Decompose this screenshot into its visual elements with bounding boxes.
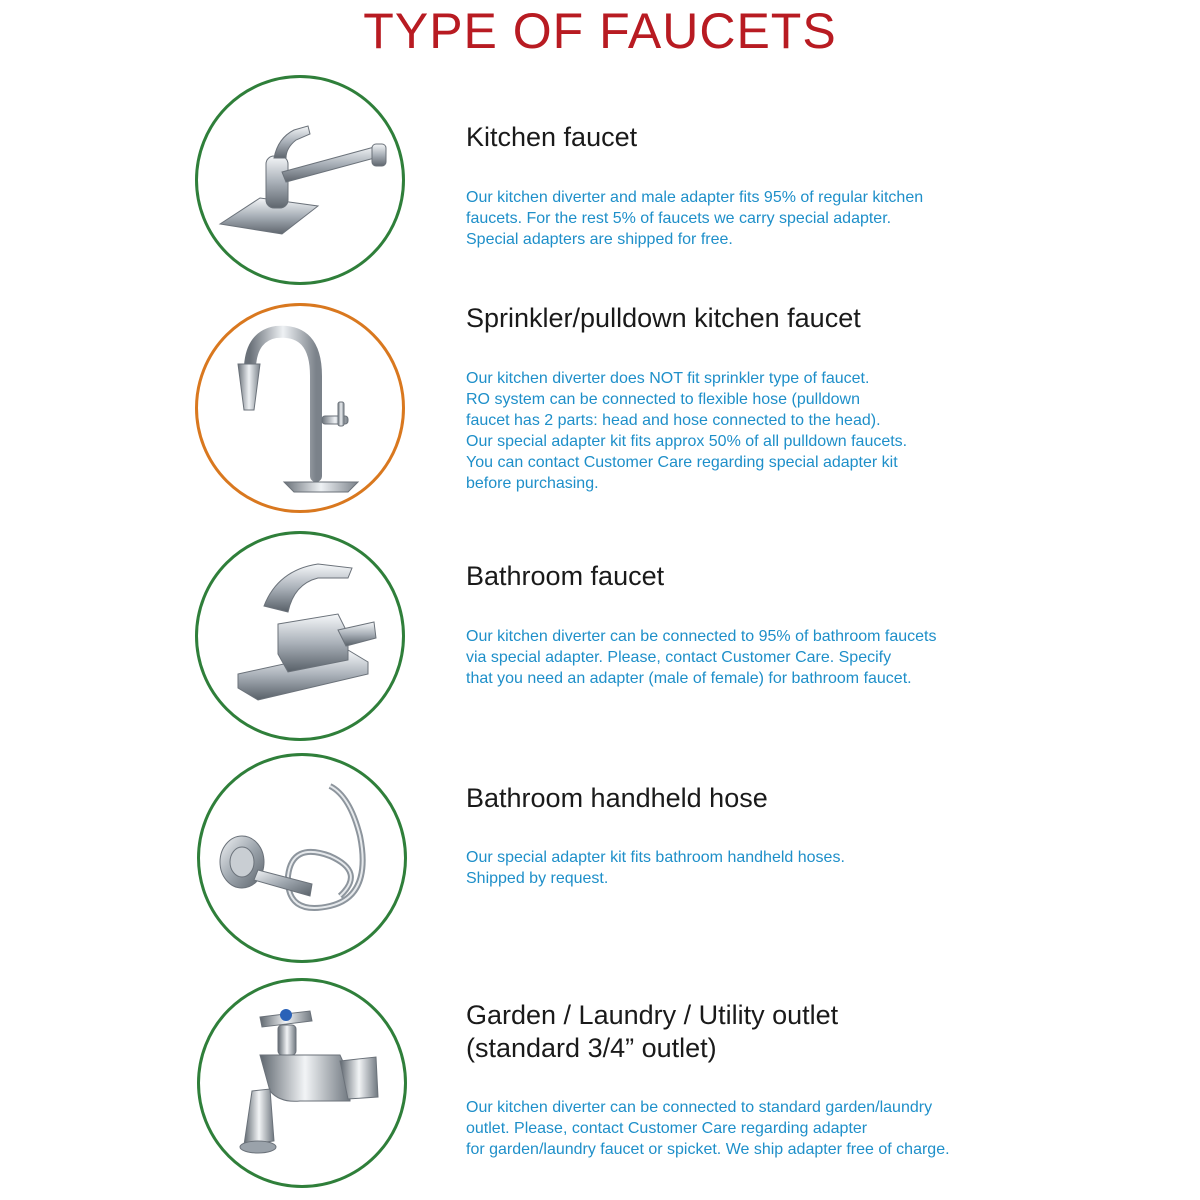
faucet-image-circle	[197, 753, 407, 963]
faucet-image-circle	[195, 303, 405, 513]
faucet-title: Bathroom handheld hose	[466, 783, 768, 813]
bathroom-faucet-icon	[198, 534, 402, 738]
utility-outlet-icon	[200, 981, 404, 1185]
faucet-title: Bathroom faucet	[466, 561, 665, 591]
faucet-image-circle	[195, 75, 405, 285]
faucet-description: Our kitchen diverter and male adapter fits 95% of regular kitchen faucets. For the rest 5% of faucets we carry special adapter. Special adapters are shipped for free.	[466, 189, 924, 248]
faucet-title: Garden / Laundry / Utility outlet (standard 3/4” outlet)	[466, 1000, 839, 1063]
faucet-title: Kitchen faucet	[466, 122, 638, 152]
handheld-hose-icon	[200, 756, 404, 960]
faucet-image-circle	[197, 978, 407, 1188]
faucet-description: Our kitchen diverter does NOT fit sprinkler type of faucet. RO system can be connected to flexible hose (pulldown faucet has 2 parts: head and hose connected to the head). Our special adapter kit fits approx 50% of all pulldown faucets. You can contact Customer Care regarding special adapter kit before purchasing.	[466, 370, 908, 492]
faucet-description: Our special adapter kit fits bathroom handheld hoses. Shipped by request.	[466, 849, 845, 887]
pulldown-faucet-icon	[198, 306, 402, 510]
faucet-description: Our kitchen diverter can be connected to 95% of bathroom faucets via special adapter. Please, contact Customer Care. Specify that you need an adapter (male of female) for bathroom faucet.	[466, 628, 937, 687]
faucet-image-circle	[195, 531, 405, 741]
kitchen-faucet-icon	[198, 78, 402, 282]
faucet-description: Our kitchen diverter can be connected to standard garden/laundry outlet. Please, contact Customer Care regarding adapter for garden/laundry faucet or spicket. We ship adapter free of charge.	[466, 1099, 950, 1158]
page-title: TYPE OF FAUCETS	[363, 3, 837, 59]
faucet-title: Sprinkler/pulldown kitchen faucet	[466, 303, 861, 333]
